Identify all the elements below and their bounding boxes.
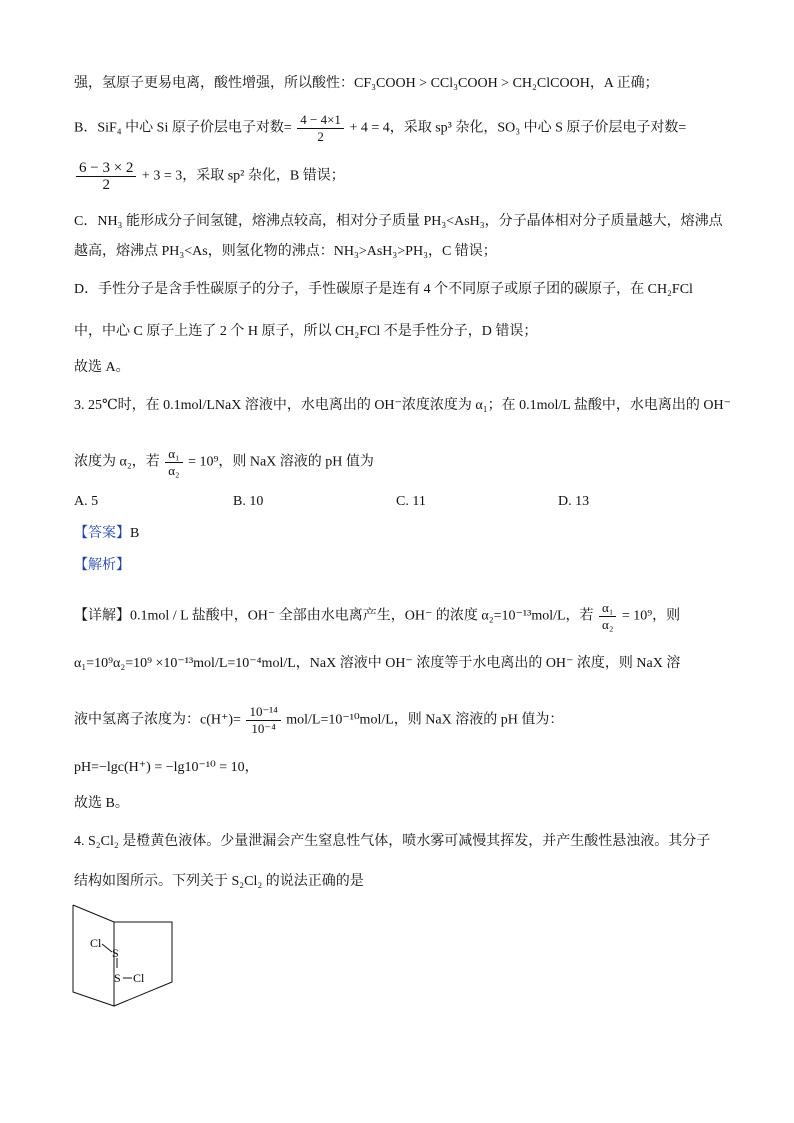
formula: CF₃COOH > CCl₃COOH > CH₂ClCOOH — [354, 76, 590, 91]
atom-s-1: S — [112, 946, 119, 960]
bond-cl-s — [102, 944, 112, 952]
fraction-denominator: 2 — [317, 129, 324, 144]
answer-value: B — [130, 526, 140, 541]
fraction-denominator: α₂ — [168, 463, 180, 478]
option-b: B. 10 — [233, 494, 264, 509]
plane-right — [114, 922, 172, 1006]
fraction — [599, 600, 616, 633]
plane-left — [73, 905, 114, 1006]
text-segment: + 3 = 3，采取 sp² 杂化，B 错误； — [141, 168, 345, 184]
analysis-label: 【解析】 — [74, 558, 130, 573]
fraction-numerator: 6 − 3 × 2 — [76, 160, 136, 177]
text-segment: 浓度为 α₂，若 — [74, 454, 160, 470]
analysis-tag — [74, 556, 130, 576]
fraction-denominator: 2 — [102, 177, 110, 193]
answer-line — [74, 524, 139, 544]
fraction-numerator: α₁ — [599, 600, 616, 617]
text-segment: = 10⁹，则 — [621, 608, 681, 624]
text-line: D．手性分子是含手性碳原子的分子，手性碳原子是连有 4 个不同原子或原子团的碳原子，在 CH₂FCl — [74, 282, 693, 297]
option-d: D. 13 — [558, 494, 590, 509]
detail-line: α₁=10⁹α₂=10⁹ ×10⁻¹³mol/L=10⁻⁴mol/L，NaX 溶液中 OH⁻ 浓度等于水电离出的 OH⁻ 浓度，则 NaX 溶 — [74, 656, 681, 671]
text-segment: + 4 = 4，采取 sp³ 杂化，SO₃ 中心 S 原子价层电子对数= — [349, 120, 687, 136]
fraction — [76, 160, 136, 193]
fraction — [165, 446, 182, 479]
text-line — [74, 112, 686, 145]
answer-tag: 【答案】 — [74, 526, 130, 541]
text-line: 故选 A。 — [74, 360, 130, 375]
text-segment: 0.1mol / L 盐酸中，OH⁻ 全部由水电离产生，OH⁻ 的浓度 α₂=10⁻¹³mol/L，若 — [130, 608, 594, 624]
text-line — [74, 74, 659, 94]
fraction — [246, 704, 280, 737]
text-line: C．NH₃ 能形成分子间氢键，熔沸点较高，相对分子质量 PH₃<AsH₃，分子晶体相对分子质量越大，熔沸点 — [74, 214, 723, 229]
atom-cl-2: Cl — [133, 971, 145, 985]
detail-tag: 【详解】 — [74, 608, 130, 624]
fraction-denominator: α₂ — [602, 617, 614, 632]
fraction — [297, 112, 344, 145]
text-segment: B．SiF₄ 中心 Si 原子价层电子对数= — [74, 120, 292, 136]
question-3-stem: 3. 25℃时，在 0.1mol/LNaX 溶液中，水电离出的 OH⁻浓度浓度为 α₁；在 0.1mol/L 盐酸中，水电离出的 OH⁻ — [74, 398, 731, 413]
text-segment: 液中氢离子浓度为：c(H⁺)= — [74, 712, 241, 728]
atom-s-2: S — [114, 971, 121, 985]
question-3-stem-line2 — [74, 446, 374, 479]
option-c: C. 11 — [396, 494, 426, 509]
text-line — [74, 160, 345, 193]
detail-line: 故选 B。 — [74, 796, 129, 811]
text-line: 中，中心 C 原子上连了 2 个 H 原子，所以 CH₂FCl 不是手性分子，D 错误； — [74, 324, 538, 339]
detail-line: pH=−lgc(H⁺) = −lg10⁻¹⁰ = 10， — [74, 760, 259, 775]
text-segment: mol/L=10⁻¹⁰mol/L，则 NaX 溶液的 pH 值为： — [286, 712, 564, 728]
fraction-numerator: α₁ — [165, 446, 182, 463]
atom-cl-1: Cl — [90, 936, 102, 950]
detail-line — [74, 600, 680, 633]
question-4-stem-line2: 结构如图所示。下列关于 S₂Cl₂ 的说法正确的是 — [74, 874, 364, 889]
fraction-numerator: 10⁻¹⁴ — [246, 704, 280, 721]
fraction-denominator: 10⁻⁴ — [251, 721, 276, 736]
option-a: A. 5 — [74, 494, 99, 509]
molecule-structure-figure — [70, 902, 180, 1012]
fraction-numerator: 4 − 4×1 — [297, 112, 344, 129]
detail-line — [74, 704, 563, 737]
text-segment: ，A 正确； — [589, 76, 659, 91]
text-segment: 强，氢原子更易电离，酸性增强，所以酸性： — [74, 76, 354, 91]
text-line: 越高，熔沸点 PH₃<As，则氢化物的沸点：NH₃>AsH₃>PH₃，C 错误； — [74, 244, 497, 259]
text-segment: = 10⁹，则 NaX 溶液的 pH 值为 — [188, 454, 374, 470]
question-4-stem: 4. S₂Cl₂ 是橙黄色液体。少量泄漏会产生窒息性气体，喷水雾可减慢其挥发，并产生酸性悬浊液。其分子 — [74, 834, 711, 849]
